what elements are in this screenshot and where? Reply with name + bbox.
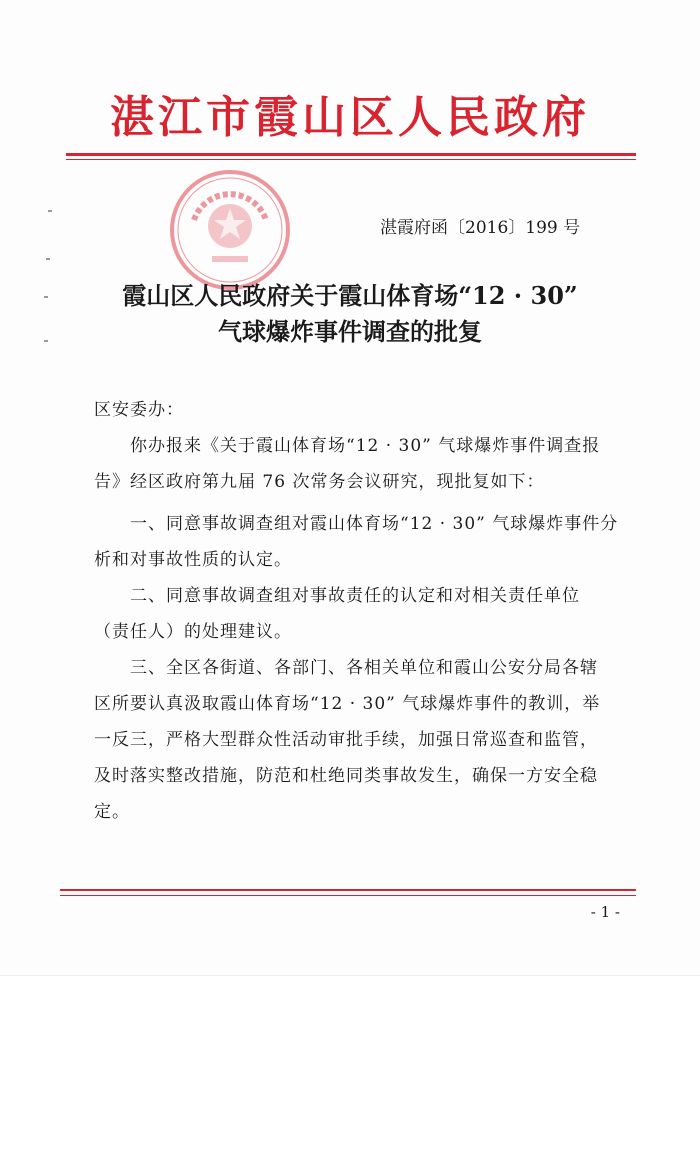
paragraph-line: 析和对事故性质的认定。 [94,550,292,570]
paragraph-line: （责任人）的处理建议。 [94,622,292,642]
issuing-authority-title: 湛江市霞山区人民政府 [110,92,590,143]
paragraph-line: 定。 [94,802,130,822]
scan-artifact [44,296,48,298]
footer-red-rule [60,889,636,891]
blank-page-area [0,975,700,1153]
paragraph-line: 你办报来《关于霞山体育场“12 · 30” 气球爆炸事件调查报 [130,436,601,456]
page-number: - 1 - [590,903,620,921]
salutation: 区安委办： [94,400,184,420]
document-title-line-1: 霞山区人民政府关于霞山体育场“12 · 30” [122,281,578,310]
paragraph-line: 三、全区各街道、各部门、各相关单位和霞山公安分局各辖 [130,658,598,678]
paragraph-line: 二、同意事故调查组对事故责任的认定和对相关责任单位 [130,586,580,606]
document-number: 湛霞府函〔2016〕199 号 [380,218,581,238]
scan-artifact [44,340,48,342]
footer-red-rule-thin [60,895,636,896]
scan-artifact [46,258,50,260]
scan-artifact [48,210,52,212]
document-title-line-2: 气球爆炸事件调查的批复 [218,317,482,346]
paragraph-line: 及时落实整改措施，防范和杜绝同类事故发生，确保一方安全稳 [94,766,598,786]
official-seal-icon [168,168,292,292]
paragraph-line: 告》经区政府第九届 76 次常务会议研究，现批复如下： [94,472,545,492]
paragraph-line: 一、同意事故调查组对霞山体育场“12 · 30” 气球爆炸事件分 [130,514,619,534]
header-red-rule [66,153,636,156]
paragraph-line: 区所要认真汲取霞山体育场“12 · 30” 气球爆炸事件的教训，举 [94,694,601,714]
paragraph-line: 一反三，严格大型群众性活动审批手续，加强日常巡查和监管， [94,730,598,750]
header-red-rule-thin [66,159,636,160]
